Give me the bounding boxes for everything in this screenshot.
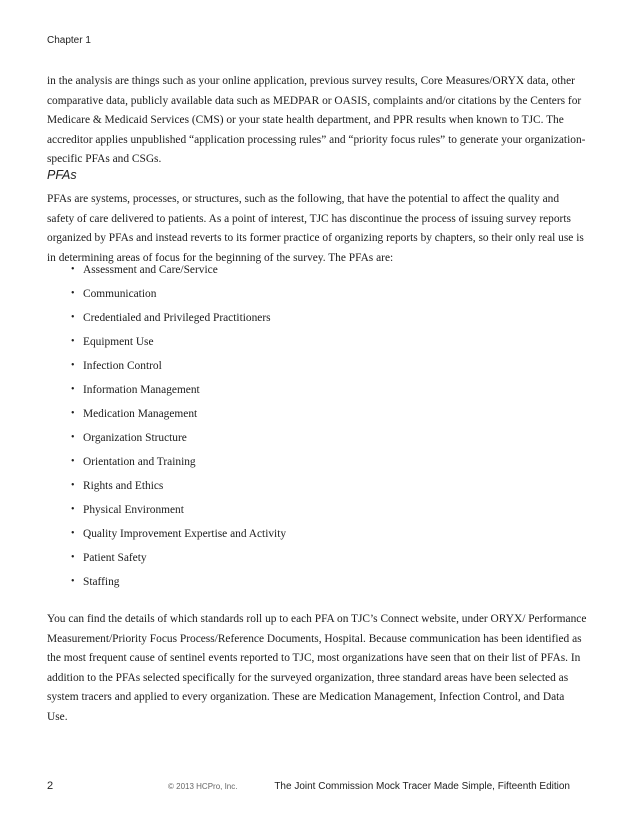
bullet-icon: •: [71, 504, 75, 515]
list-item: [47, 358, 587, 382]
list-item: [47, 310, 587, 334]
list-item: [47, 430, 587, 454]
intro-paragraph-block: [47, 72, 587, 170]
list-item: [47, 478, 587, 502]
book-title: The Joint Commission Mock Tracer Made Simple, Fifteenth Edition: [274, 781, 570, 792]
list-item: [47, 406, 587, 430]
list-item: [47, 286, 587, 310]
bullet-icon: •: [71, 432, 75, 443]
list-item-label: Rights and Ethics: [83, 480, 164, 492]
list-item-label: Quality Improvement Expertise and Activity: [83, 528, 287, 540]
closing-paragraph: You can find the details of which standards roll up to each PFA on TJC’s Connect website, under ORYX/ Performance Measurement/Priority Focus Process/Reference Documents, Hospital. Because communication has been identified as the most frequent cause of sentinel events reported to TJC, most organizations have seen that on their list of PFAs. In addition to the PFAs selected specifically for the surveyed organization, three standard areas have been selected as system tracers and applied to every organization. These are Medication Management, Infection Control, and Data Use.: [47, 613, 587, 723]
list-item: [47, 550, 587, 574]
list-item-label: Information Management: [83, 384, 200, 396]
list-item: [47, 382, 587, 406]
list-item-label: Organization Structure: [83, 432, 187, 444]
list-item: [47, 262, 587, 286]
intro-paragraph: in the analysis are things such as your online application, previous survey results, Core Measures/ORYX data, other comparative data, publicly available data such as MEDPAR or OASIS, complaints and/or citations by the Centers for Medicare & Medicaid Services (CMS) or your state health department, and PPR results when known to TJC. The accreditor applies unpublished “application processing rules” and “priority focus rules” to generate your organization-specific PFAs and CSGs.: [47, 75, 586, 165]
list-item: [47, 574, 587, 598]
bullet-icon: •: [71, 408, 75, 419]
bullet-icon: •: [71, 384, 75, 395]
bullet-icon: •: [71, 336, 75, 347]
pfa-list: [47, 262, 587, 598]
bullet-icon: •: [71, 288, 75, 299]
list-item-label: Patient Safety: [83, 552, 147, 564]
closing-paragraph-block: [47, 610, 587, 727]
page-footer: [47, 780, 570, 796]
chapter-header: Chapter 1: [47, 35, 91, 46]
pfa-intro-block: [47, 190, 587, 268]
pfa-intro-paragraph: PFAs are systems, processes, or structures, such as the following, that have the potential to affect the quality and safety of care delivered to patients. As a point of interest, TJC has discontinue the process of issuing survey reports organized by PFAs and instead reverts to its former practice of organizing reports by chapters, so their only real use is in determining areas of focus for the beginning of the survey. The PFAs are:: [47, 193, 584, 264]
bullet-icon: •: [71, 552, 75, 563]
list-item-label: Staffing: [83, 576, 120, 588]
page-number: 2: [47, 780, 54, 792]
bullet-icon: •: [71, 576, 75, 587]
list-item-label: Medication Management: [83, 408, 198, 420]
copyright-notice: © 2013 HCPro, Inc.: [168, 782, 238, 791]
list-item: [47, 502, 587, 526]
list-item-label: Orientation and Training: [83, 456, 196, 468]
list-item-label: Physical Environment: [83, 504, 184, 516]
bullet-icon: •: [71, 480, 75, 491]
list-item-label: Assessment and Care/Service: [83, 264, 218, 276]
bullet-icon: •: [71, 528, 75, 539]
bullet-icon: •: [71, 312, 75, 323]
list-item: [47, 454, 587, 478]
list-item-label: Credentialed and Privileged Practitioners: [83, 312, 271, 324]
list-item-label: Communication: [83, 288, 157, 300]
bullet-icon: •: [71, 456, 75, 467]
list-item-label: Equipment Use: [83, 336, 154, 348]
list-item: [47, 526, 587, 550]
section-heading: PFAs: [47, 168, 77, 182]
list-item: [47, 334, 587, 358]
list-item-label: Infection Control: [83, 360, 162, 372]
bullet-icon: •: [71, 360, 75, 371]
bullet-icon: •: [71, 264, 75, 275]
